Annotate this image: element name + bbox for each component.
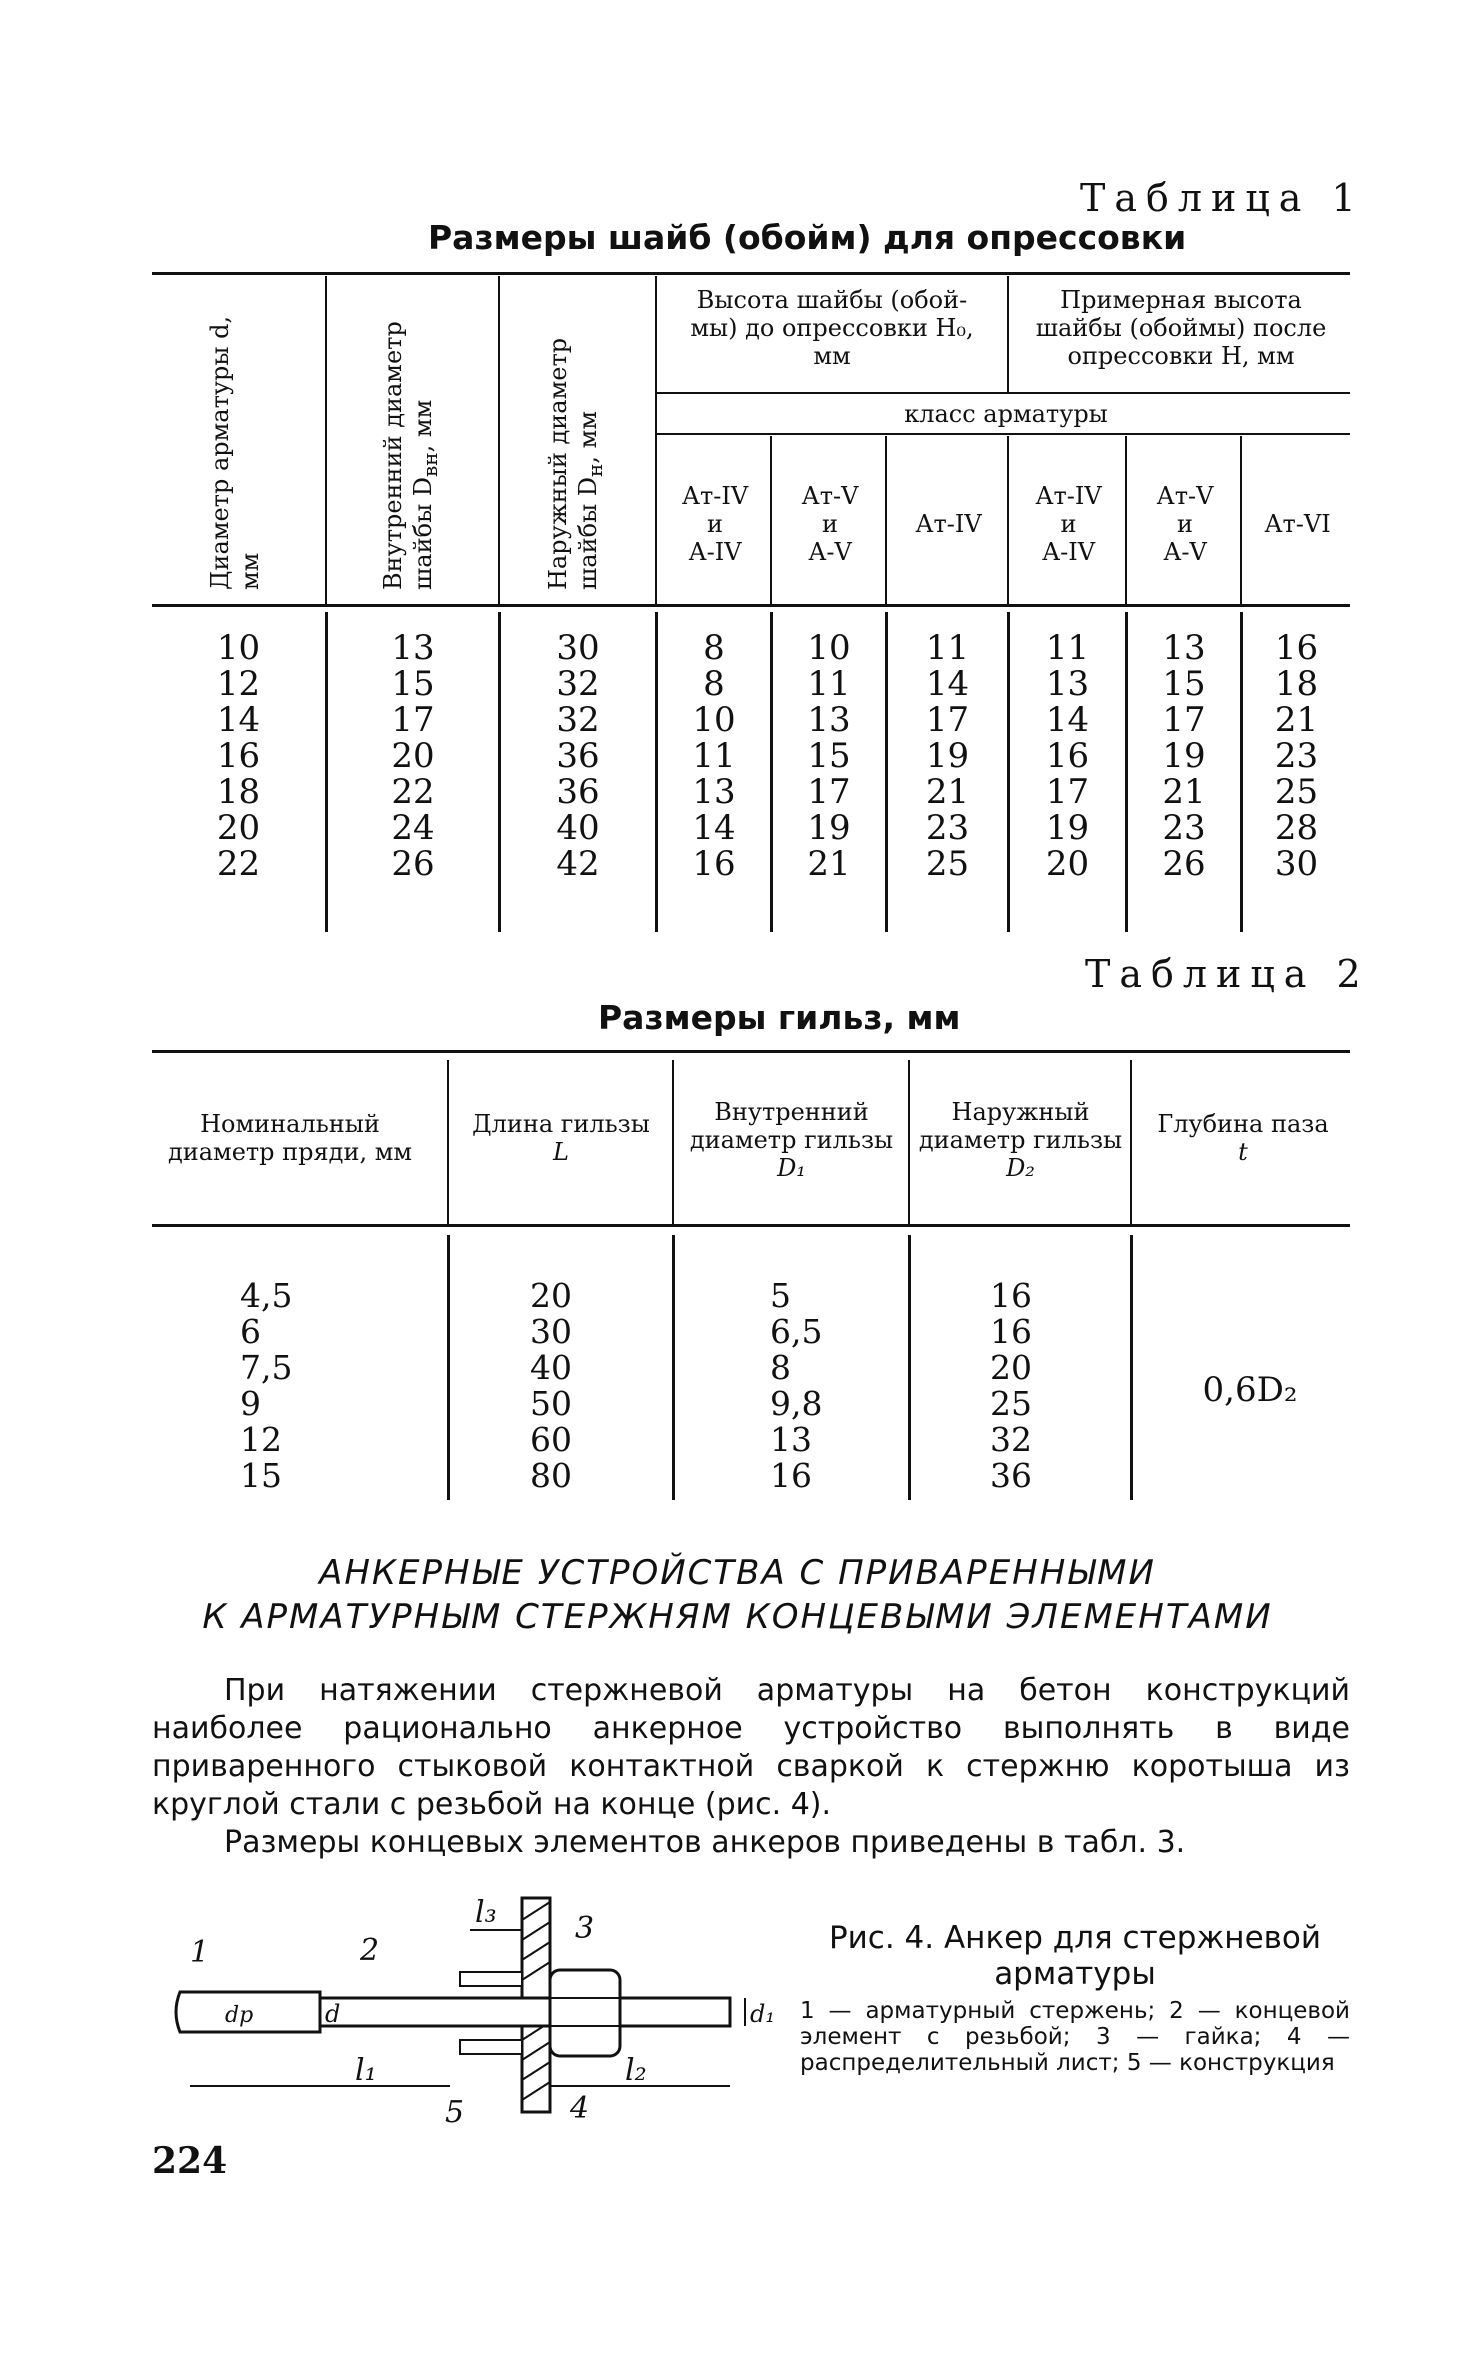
table-cell: 28	[1274, 808, 1319, 848]
subheader: Ат-IV и А-IV	[1035, 482, 1102, 566]
table-cell: 36	[990, 1456, 1032, 1495]
label-1: 1	[190, 1935, 210, 1970]
table-cell: 15	[1162, 664, 1206, 704]
table-cell: 25	[1274, 772, 1319, 812]
table-cell: 6	[240, 1312, 261, 1351]
table-cell: 23	[1162, 808, 1206, 848]
table-cell: 20	[1045, 844, 1090, 884]
table-cell: 5	[770, 1276, 791, 1315]
table-cell: 6,5	[770, 1312, 823, 1351]
table-cell: 10	[692, 700, 736, 740]
anchor-drawing	[170, 1890, 775, 2130]
table-cell: 9	[240, 1384, 261, 1423]
table-cell: 60	[530, 1420, 572, 1459]
table-cell: 18	[1274, 664, 1319, 704]
header-rebar-class: класс арматуры	[904, 400, 1108, 428]
table-cell: 25	[990, 1384, 1032, 1423]
table-cell: 22	[216, 844, 261, 884]
table-cell: 19	[807, 808, 851, 848]
table-cell: 13	[1045, 664, 1090, 704]
table1-column	[1128, 630, 1240, 882]
paragraph-2: Размеры концевых элементов анкеров приведены в табл. 3.	[224, 1825, 1186, 1860]
section-title-line1: АНКЕРНЫЕ УСТРОЙСТВА С ПРИВАРЕННЫМИ	[319, 1553, 1156, 1593]
subheader: Ат-IV и А-IV	[681, 482, 749, 566]
table-cell: 8	[703, 628, 725, 668]
table1-column	[501, 630, 655, 882]
table-cell: 32	[556, 664, 600, 704]
header-outer-diameter: Наружный диаметр шайбы $D_н$, мм	[544, 337, 607, 590]
table-cell: 22	[391, 772, 435, 812]
figure-caption: Рис. 4. Анкер для стержневой арматуры	[828, 1920, 1322, 1992]
table-cell: 32	[990, 1420, 1032, 1459]
header-height-after: Примерная высота шайбы (обоймы) после опрессовки H, мм	[1035, 286, 1327, 370]
label-d1: d₁	[750, 2000, 775, 2028]
header-height-before: Высота шайбы (обой- мы) до опрессовки H₀, мм	[690, 286, 974, 370]
label-l3: l₃	[475, 1895, 497, 1930]
table-cell: 13	[770, 1420, 812, 1459]
table-cell: 10	[807, 628, 851, 668]
subheader: Ат-V и А-V	[801, 482, 859, 566]
table-cell: 11	[692, 736, 736, 776]
table-cell: 15	[240, 1456, 282, 1495]
table-cell: 16	[216, 736, 261, 776]
subheader: Ат-IV	[915, 510, 982, 538]
table-cell: 12	[216, 664, 261, 704]
table2-column	[770, 1278, 822, 1494]
table-cell: 14	[216, 700, 261, 740]
header-inner-sleeve: Внутренний диаметр гильзы D₁	[689, 1098, 894, 1182]
table1-column	[658, 630, 770, 882]
table2-title: Размеры гильз, мм	[598, 998, 961, 1037]
table-cell: 30	[556, 628, 600, 668]
page-number: 224	[152, 2140, 228, 2182]
table-cell: 24	[391, 808, 435, 848]
table-cell: 80	[530, 1456, 572, 1495]
table-cell: 16	[990, 1312, 1032, 1351]
table-cell: 17	[807, 772, 851, 812]
groove-value: 0,6D₂	[1202, 1370, 1298, 1410]
label-5: 5	[445, 2095, 465, 2130]
table2-column	[240, 1278, 292, 1494]
header-rebar-diameter: Диаметр арматуры d, мм	[206, 315, 264, 590]
header-groove-depth: Глубина паза t	[1157, 1110, 1329, 1166]
table-cell: 15	[391, 664, 435, 704]
table-cell: 20	[990, 1348, 1032, 1387]
table-cell: 13	[807, 700, 851, 740]
table-cell: 8	[703, 664, 725, 704]
label-3: 3	[575, 1911, 595, 1946]
table-cell: 20	[216, 808, 261, 848]
table-cell: 13	[692, 772, 736, 812]
nut	[550, 1970, 620, 2056]
threaded-end	[320, 1998, 550, 2026]
table-cell: 42	[556, 844, 600, 884]
table-cell: 14	[692, 808, 736, 848]
table-cell: 7,5	[240, 1348, 293, 1387]
table-cell: 16	[692, 844, 736, 884]
label-2: 2	[360, 1933, 380, 1968]
figure-legend: 1 — арматурный стержень; 2 — концевой элемент с резьбой; 3 — гайка; 4 — распределительный лист; 5 — конструкция	[800, 1998, 1350, 2076]
table2-label: Таблица 2	[1085, 952, 1370, 996]
table-cell: 16	[1045, 736, 1090, 776]
table-cell: 30	[530, 1312, 572, 1351]
header-strand-diameter: Номинальный диаметр пряди, мм	[167, 1110, 413, 1166]
table-cell: 16	[1274, 628, 1319, 668]
label-l1: l₁	[355, 2053, 377, 2088]
table-cell: 40	[556, 808, 600, 848]
table1-column	[773, 630, 885, 882]
label-dp: dp	[225, 2003, 254, 2028]
table-cell: 13	[391, 628, 435, 668]
table-cell: 11	[925, 628, 970, 668]
table-cell: 36	[556, 736, 600, 776]
table1-label: Таблица 1	[1080, 176, 1365, 220]
header-outer-sleeve: Наружный диаметр гильзы D₂	[918, 1098, 1123, 1182]
table-cell: 16	[990, 1276, 1032, 1315]
table1-column	[152, 630, 325, 882]
table1-column	[328, 630, 498, 882]
table-cell: 36	[556, 772, 600, 812]
table-cell: 15	[807, 736, 851, 776]
table-cell: 14	[1045, 700, 1090, 740]
table2-column	[990, 1278, 1032, 1494]
table-cell: 30	[1274, 844, 1319, 884]
table-cell: 26	[1162, 844, 1206, 884]
table-cell: 13	[1162, 628, 1206, 668]
table-cell: 17	[925, 700, 970, 740]
table-cell: 20	[530, 1276, 572, 1315]
table1-column	[1243, 630, 1350, 882]
table-cell: 17	[391, 700, 435, 740]
table-cell: 17	[1045, 772, 1090, 812]
table1-column	[888, 630, 1007, 882]
table-cell: 32	[556, 700, 600, 740]
table-cell: 21	[807, 844, 851, 884]
table-cell: 11	[807, 664, 851, 704]
table-cell: 8	[770, 1348, 791, 1387]
table-cell: 14	[925, 664, 970, 704]
table-cell: 4,5	[240, 1276, 293, 1315]
table-cell: 23	[1274, 736, 1319, 776]
table-cell: 50	[530, 1384, 572, 1423]
table-cell: 25	[925, 844, 970, 884]
table1-column	[1010, 630, 1125, 882]
table-cell: 11	[1045, 628, 1090, 668]
subheader: Ат-VI	[1264, 510, 1331, 538]
table-cell: 19	[1162, 736, 1206, 776]
table-cell: 40	[530, 1348, 572, 1387]
table-cell: 21	[1162, 772, 1206, 812]
paragraph-1: При натяжении стержневой арматуры на бетон конструкций наиболее рационально анкерное устройство выполнять в виде приваренного стыковой контактной сваркой к стержню коротыша из круглой стали с резьбой на конце (рис. 4).	[152, 1673, 1350, 1822]
table-cell: 19	[1045, 808, 1090, 848]
table1-title: Размеры шайб (обойм) для опрессовки	[428, 218, 1187, 257]
table-cell: 21	[1274, 700, 1319, 740]
distribution-plate	[460, 1972, 522, 1986]
label-l2: l₂	[625, 2053, 647, 2088]
label-d: d	[325, 2000, 341, 2028]
table-cell: 16	[770, 1456, 812, 1495]
section-title-line2: К АРМАТУРНЫМ СТЕРЖНЯМ КОНЦЕВЫМИ ЭЛЕМЕНТАМИ	[202, 1597, 1273, 1637]
table-cell: 21	[925, 772, 970, 812]
table-cell: 19	[925, 736, 970, 776]
table-cell: 17	[1162, 700, 1206, 740]
header-sleeve-length: Длина гильзы L	[472, 1110, 650, 1166]
header-inner-diameter: Внутренний диаметр шайбы $D_{вн}$, мм	[379, 321, 442, 590]
table-cell: 23	[925, 808, 970, 848]
table2-column	[530, 1278, 572, 1494]
table-cell: 26	[391, 844, 435, 884]
label-4: 4	[570, 2091, 590, 2126]
table-cell: 18	[216, 772, 261, 812]
table-cell: 10	[216, 628, 261, 668]
table-cell: 9,8	[770, 1384, 823, 1423]
subheader: Ат-V и А-V	[1156, 482, 1214, 566]
table-cell: 12	[240, 1420, 282, 1459]
table-cell: 20	[391, 736, 435, 776]
